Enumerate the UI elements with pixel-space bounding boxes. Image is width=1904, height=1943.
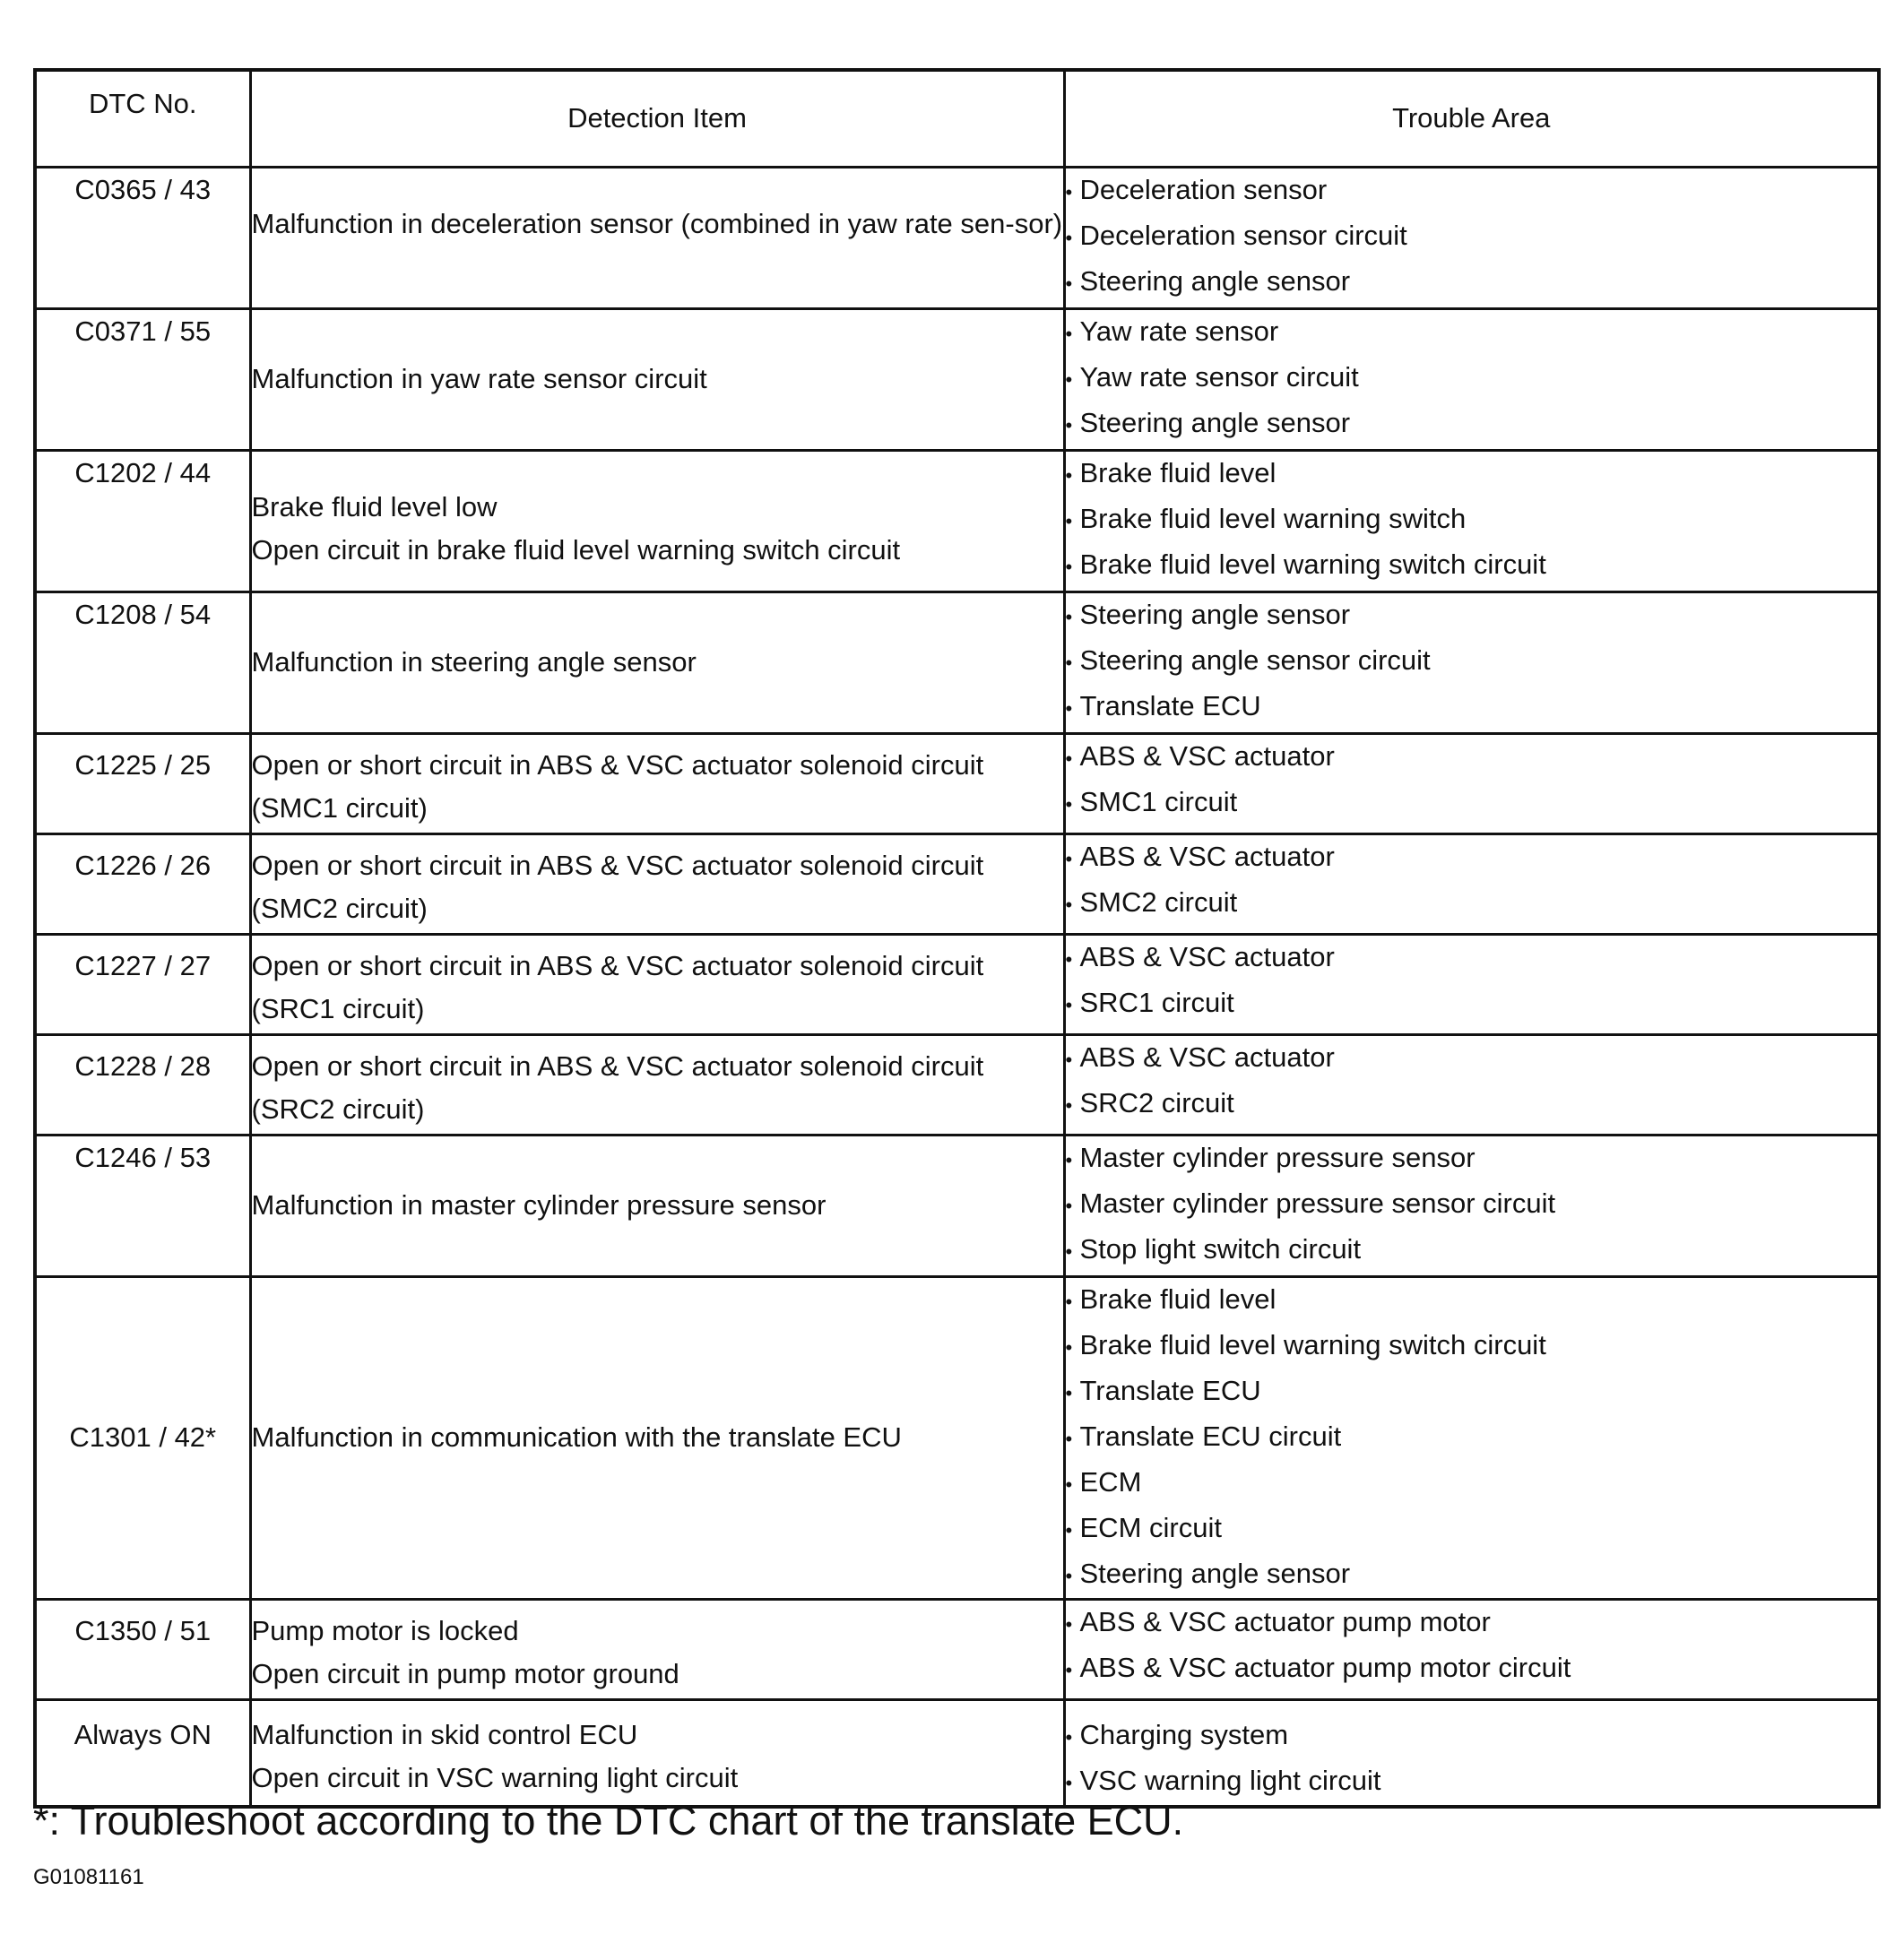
trouble-area [1064,592,1879,733]
bullet-icon: • [1065,893,1073,916]
trouble-item: • ECM circuit [1066,1507,1878,1552]
detection-item [250,308,1064,450]
dtc-code: C1227 / 27 [35,934,250,1034]
trouble-item: • ABS & VSC actuator [1066,735,1878,781]
bullet-icon: • [1065,947,1073,971]
detection-item [250,934,1064,1034]
trouble-area [1064,1699,1879,1807]
trouble-item: • VSC warning light circuit [1066,1759,1878,1805]
detection-text: Malfunction in yaw rate sensor circuit [251,363,707,394]
trouble-item: • Steering angle sensor circuit [1066,639,1878,685]
trouble-area [1064,1276,1879,1599]
bullet-icon: • [1065,1427,1073,1450]
bullet-icon: • [1065,272,1073,295]
trouble-item: • Steering angle sensor [1066,260,1878,306]
table-row [35,934,1879,1034]
bullet-icon: • [1065,1612,1073,1636]
trouble-item: • ABS & VSC actuator [1066,936,1878,981]
footnote: *: Troubleshoot according to the DTC chart of the translate ECU. [33,1798,1184,1844]
dtc-code: C0371 / 55 [35,308,250,450]
trouble-area [1064,1034,1879,1135]
detection-text: Open or short circuit in ABS & VSC actuator solenoid circuit (SRC1 circuit) [251,949,984,1024]
bullet-icon: • [1065,847,1073,870]
dtc-code: C1226 / 26 [35,833,250,934]
bullet-icon: • [1065,1148,1073,1171]
trouble-item: • Brake fluid level [1066,1278,1878,1324]
header-dtc-no: DTC No. [35,70,250,167]
bullet-icon: • [1065,1335,1073,1359]
bullet-icon: • [1065,792,1073,816]
trouble-area [1064,1599,1879,1699]
dtc-code: C1228 / 28 [35,1034,250,1135]
trouble-item: • ABS & VSC actuator pump motor circuit [1066,1646,1878,1692]
trouble-item: • Brake fluid level warning switch circuit [1066,1324,1878,1369]
header-trouble-area: Trouble Area [1064,70,1879,167]
table-header-row [35,70,1879,167]
dtc-code: C1350 / 51 [35,1599,250,1699]
bullet-icon: • [1065,180,1073,203]
trouble-area [1064,450,1879,592]
detection-text: Open or short circuit in ABS & VSC actuator solenoid circuit (SMC2 circuit) [251,849,984,924]
detection-text: Open or short circuit in ABS & VSC actuator solenoid circuit (SMC1 circuit) [251,748,984,824]
bullet-icon: • [1065,555,1073,578]
dtc-code: C1246 / 53 [35,1135,250,1276]
table-row [35,1034,1879,1135]
detection-text: Open circuit in VSC warning light circuit [251,1761,739,1793]
bullet-icon: • [1065,509,1073,532]
trouble-item: • Steering angle sensor [1066,1552,1878,1598]
detection-text: Malfunction in communication with the translate ECU [251,1421,902,1453]
dtc-code: C1208 / 54 [35,592,250,733]
table-row [35,308,1879,450]
trouble-item: • Brake fluid level warning switch [1066,497,1878,543]
bullet-icon: • [1065,993,1073,1016]
bullet-icon: • [1065,605,1073,628]
detection-item [250,592,1064,733]
bullet-icon: • [1065,1381,1073,1404]
trouble-item: • Deceleration sensor [1066,168,1878,214]
bullet-icon: • [1065,1658,1073,1681]
bullet-icon: • [1065,696,1073,720]
trouble-item: • ABS & VSC actuator [1066,835,1878,881]
bullet-icon: • [1065,1048,1073,1071]
dtc-table [33,68,1881,1809]
trouble-area [1064,308,1879,450]
table-row [35,833,1879,934]
detection-item [250,1599,1064,1699]
trouble-item: • Yaw rate sensor [1066,310,1878,356]
bullet-icon: • [1065,226,1073,249]
table-row [35,1699,1879,1807]
trouble-area [1064,167,1879,308]
trouble-item: • SMC2 circuit [1066,881,1878,927]
detection-item [250,167,1064,308]
bullet-icon: • [1065,1290,1073,1313]
dtc-code: C1202 / 44 [35,450,250,592]
figure-id: G01081161 [33,1865,144,1889]
table-row [35,167,1879,308]
trouble-item: • ECM [1066,1461,1878,1507]
bullet-icon: • [1065,322,1073,345]
bullet-icon: • [1065,413,1073,436]
trouble-item: • Translate ECU [1066,1369,1878,1415]
detection-text: Pump motor is locked [251,1614,519,1646]
detection-text: Open circuit in pump motor ground [251,1657,679,1689]
trouble-item: • SRC2 circuit [1066,1082,1878,1127]
detection-text: Malfunction in deceleration sensor (combined in yaw rate sen-sor) [251,207,1063,239]
bullet-icon: • [1065,463,1073,487]
trouble-item: • ABS & VSC actuator [1066,1036,1878,1082]
detection-item [250,450,1064,592]
trouble-item: • Steering angle sensor [1066,593,1878,639]
trouble-item: • Master cylinder pressure sensor [1066,1136,1878,1182]
bullet-icon: • [1065,1725,1073,1749]
table-row [35,1276,1879,1599]
trouble-item: • SMC1 circuit [1066,781,1878,826]
bullet-icon: • [1065,1093,1073,1117]
trouble-item: • Master cylinder pressure sensor circuit [1066,1182,1878,1228]
trouble-item: • ABS & VSC actuator pump motor [1066,1601,1878,1646]
table-row [35,1599,1879,1699]
detection-text: Open circuit in brake fluid level warning switch circuit [251,533,901,566]
bullet-icon: • [1065,367,1073,391]
dtc-code: Always ON [35,1699,250,1807]
detection-text: Malfunction in steering angle sensor [251,646,697,678]
trouble-item: • Deceleration sensor circuit [1066,214,1878,260]
bullet-icon: • [1065,1194,1073,1217]
bullet-icon: • [1065,1239,1073,1263]
table-row [35,592,1879,733]
detection-text: Malfunction in skid control ECU [251,1718,638,1750]
trouble-area [1064,934,1879,1034]
trouble-item: • Brake fluid level [1066,452,1878,497]
dtc-code: C0365 / 43 [35,167,250,308]
table-row [35,733,1879,833]
bullet-icon: • [1065,1564,1073,1587]
bullet-icon: • [1065,747,1073,770]
trouble-item: • Yaw rate sensor circuit [1066,356,1878,402]
trouble-item: • Stop light switch circuit [1066,1228,1878,1274]
trouble-item: • Brake fluid level warning switch circuit [1066,543,1878,589]
detection-text: Brake fluid level low [251,490,498,522]
detection-item [250,733,1064,833]
trouble-area [1064,733,1879,833]
trouble-item: • Charging system [1066,1714,1878,1759]
detection-text: Malfunction in master cylinder pressure sensor [251,1189,827,1221]
bullet-icon: • [1065,1518,1073,1541]
detection-item [250,1276,1064,1599]
detection-text: Open or short circuit in ABS & VSC actuator solenoid circuit (SRC2 circuit) [251,1049,984,1125]
table-row [35,1135,1879,1276]
bullet-icon: • [1065,651,1073,674]
detection-item [250,833,1064,934]
trouble-item: • SRC1 circuit [1066,981,1878,1027]
trouble-item: • Steering angle sensor [1066,402,1878,447]
bullet-icon: • [1065,1771,1073,1794]
dtc-code: C1301 / 42* [35,1276,250,1599]
table-row [35,450,1879,592]
trouble-area [1064,1135,1879,1276]
detection-item [250,1135,1064,1276]
bullet-icon: • [1065,1472,1073,1496]
trouble-area [1064,833,1879,934]
trouble-item: • Translate ECU [1066,685,1878,730]
detection-item [250,1034,1064,1135]
header-detection-item: Detection Item [250,70,1064,167]
detection-item [250,1699,1064,1807]
trouble-item: • Translate ECU circuit [1066,1415,1878,1461]
dtc-code: C1225 / 25 [35,733,250,833]
